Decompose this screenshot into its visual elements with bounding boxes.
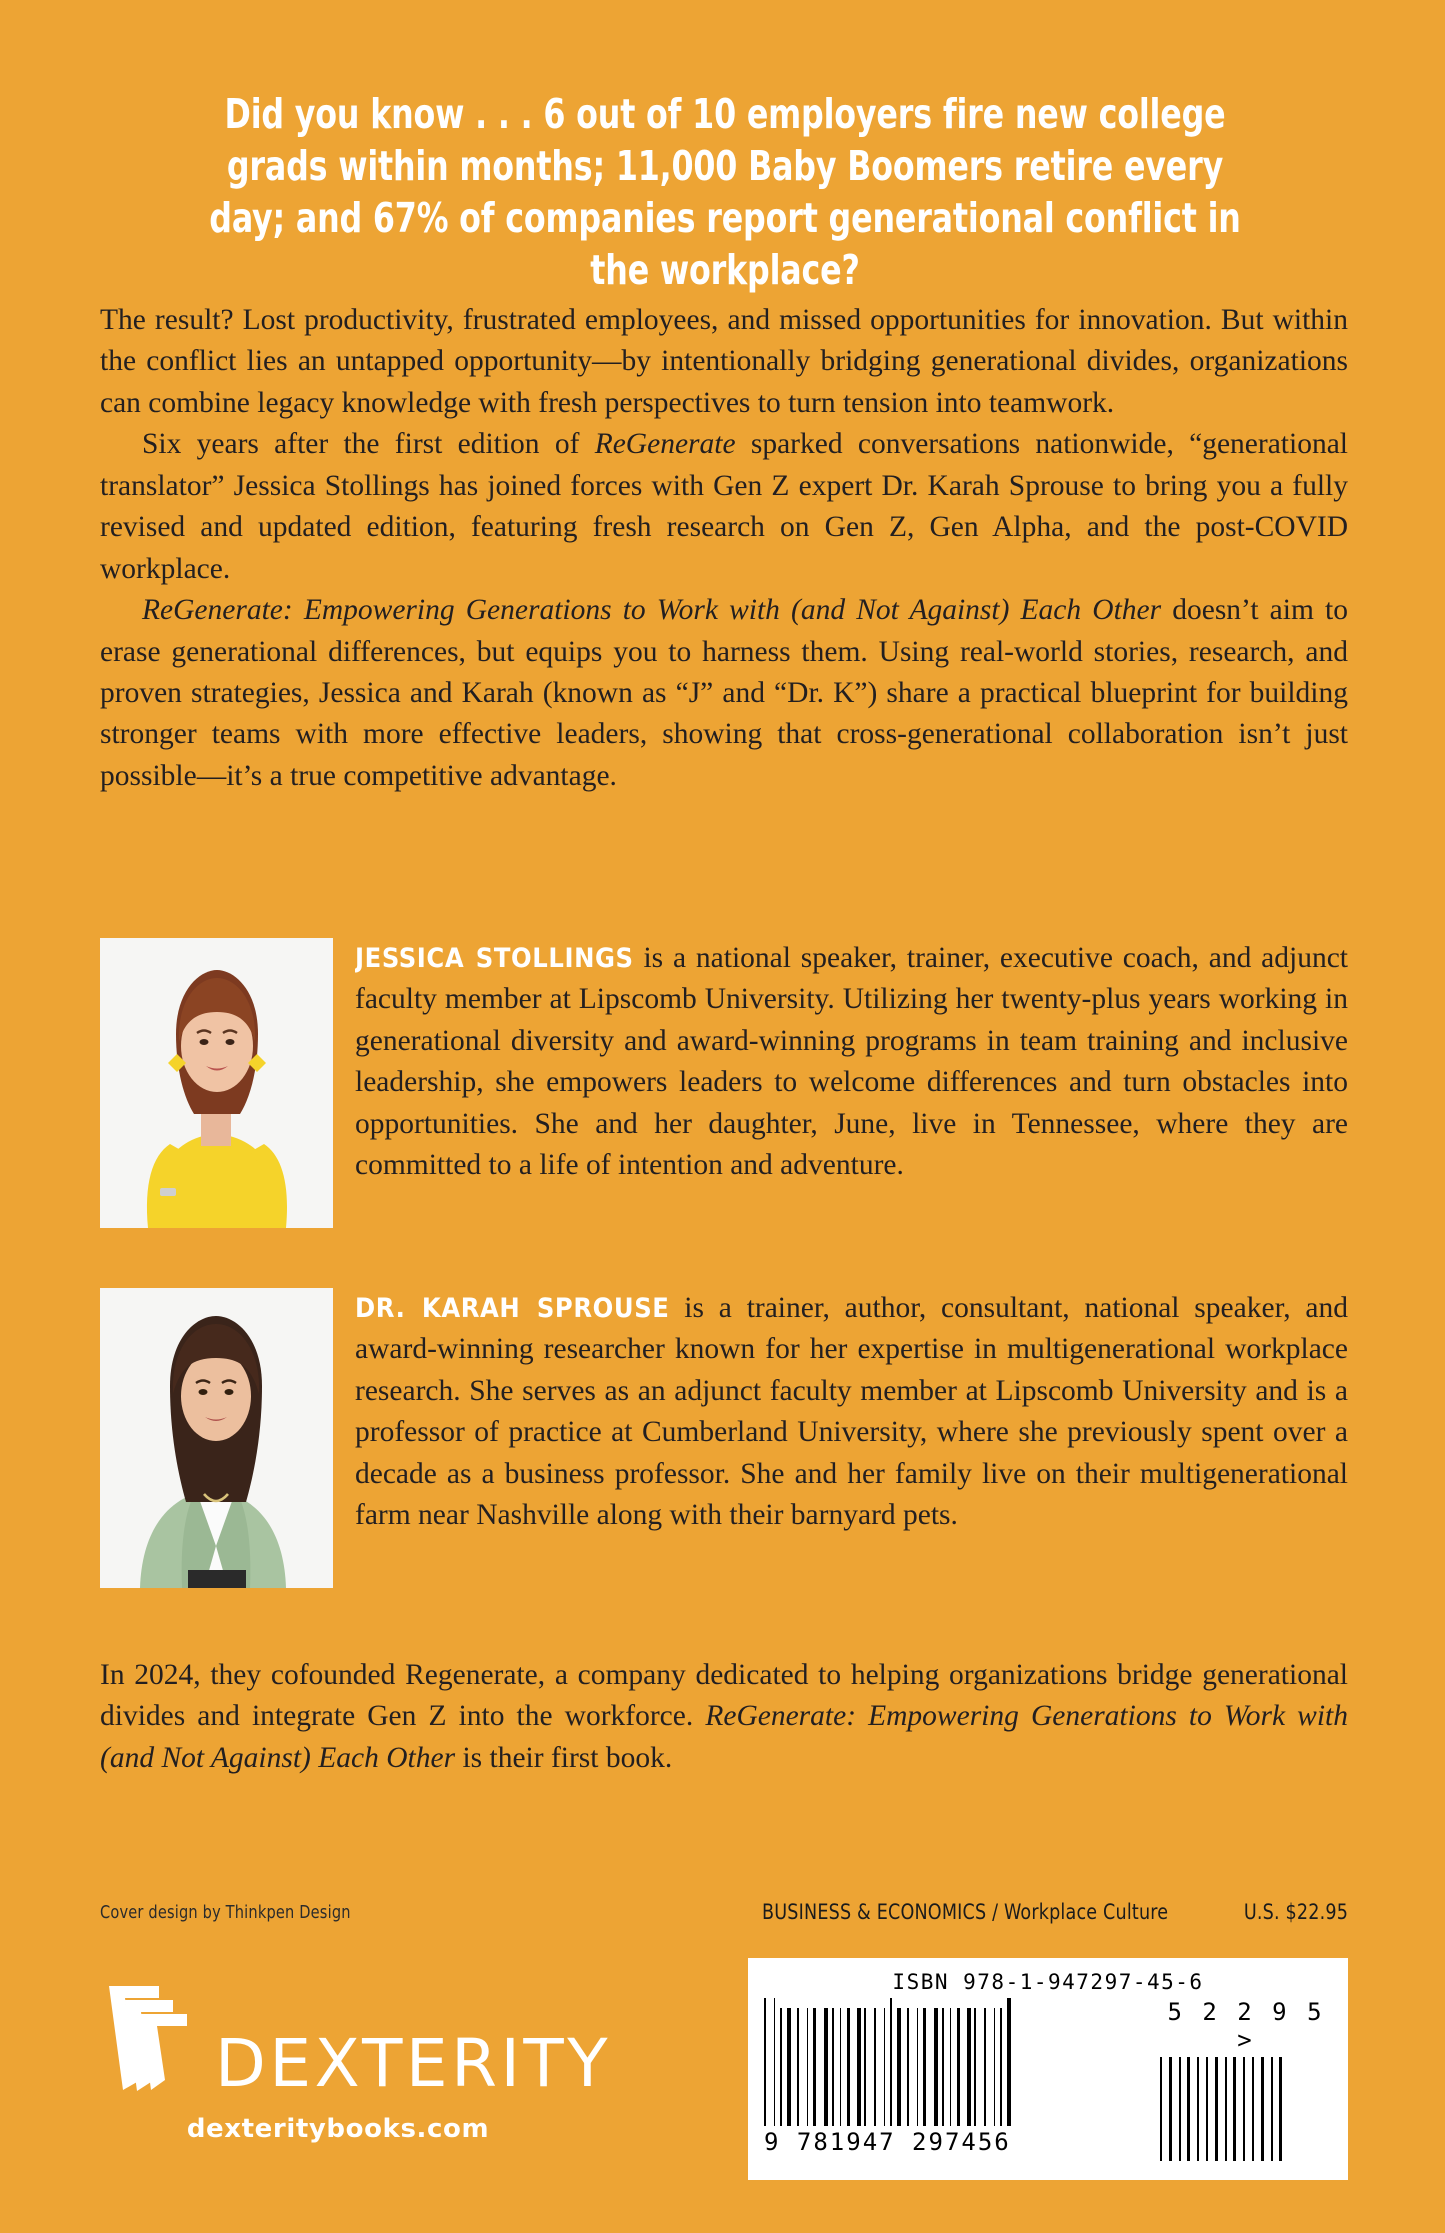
ean13-bars (764, 1998, 1124, 2126)
portrait-illustration-jessica (100, 938, 333, 1228)
portrait-illustration-karah (100, 1288, 333, 1588)
body-paragraph-2 (100, 424, 1348, 590)
publisher-lockup (103, 1978, 612, 2103)
isbn-barcode-panel (748, 1958, 1348, 2180)
ean5-digits: 5 2 2 9 5 > (1167, 1998, 1325, 2054)
author-bio-karah-sprouse (100, 1288, 1348, 1588)
body-paragraph-3 (100, 590, 1348, 797)
karah-sprouse-bio-body: is a trainer, author, consultant, national speaker, and award-winning researcher known for her expertise in multigenerational workplace research. She serves as an adjunct faculty member at Lipscomb University and is a professor of practice at Cumberland University, where she previously spent over a decade as a business professor. She and her family live on their multigenerational farm near Nashville along with their barnyard pets. (355, 1292, 1348, 1532)
closing-rest: is their first book. (455, 1741, 673, 1774)
jessica-stollings-photo (100, 938, 333, 1228)
closing-book-title: ReGenerate: Empowering Generations to Work with (and Not Against) Each Other (100, 1700, 1348, 1774)
closing-paragraph (100, 1655, 1348, 1779)
ean13-barcode (764, 1998, 1124, 2156)
karah-sprouse-name: DR. KARAH SPROUSE (355, 1293, 670, 1324)
ean13-digits: 9 781947 297456 (764, 2128, 1011, 2156)
publisher-name: DEXTERITY (215, 2025, 612, 2103)
publisher-logo-block (103, 1978, 612, 2144)
jessica-stollings-bio-text (355, 938, 1348, 1187)
paragraph-2-rest: sparked conversations nationwide, “generational translator” Jessica Stollings has joined forces with Gen Z expert Dr. Karah Sprouse to bring you a fully revised and updated edition, featuring fresh research on Gen Z, Gen Alpha, and the post-COVID workplace. (100, 428, 1348, 585)
bisac-row (762, 1900, 1348, 1924)
publisher-website: dexteritybooks.com (186, 2114, 490, 2144)
bisac-category: BUSINESS & ECONOMICS / Workplace Culture (762, 1900, 1169, 1924)
paragraph-3-rest: doesn’t aim to erase generational differences, but equips you to harness them. Using real-world stories, research, and proven strategies, Jessica and Karah (known as “J” and “Dr. K”) share a practical blueprint for building stronger teams with more effective leaders, showing that cross-generational collaboration isn’t just possible—it’s a true competitive advantage. (100, 594, 1348, 792)
karah-sprouse-bio-text (355, 1288, 1348, 1537)
barcode-row (764, 1998, 1332, 2161)
isbn-text: ISBN 978-1-947297-45-6 (892, 1970, 1204, 1994)
retail-price: U.S. $22.95 (1243, 1900, 1348, 1924)
paragraph-2-lead: Six years after the first edition of (142, 428, 595, 461)
closing-lead: In 2024, they cofounded Regenerate, a company dedicated to helping organizations bridge generational divides and integrate Gen Z into the workforce. (100, 1659, 1348, 1733)
ean5-addon-barcode (1160, 1998, 1332, 2161)
body-paragraph-1: The result? Lost productivity, frustrated employees, and missed opportunities for innovation. But within the conflict lies an untapped opportunity—by intentionally bridging generational divides, organizations can combine legacy knowledge with fresh perspectives to turn tension into teamwork. (100, 304, 1348, 419)
book-title-inline: ReGenerate (594, 428, 736, 461)
book-full-title-inline: ReGenerate: Empowering Generations to Work with (and Not Against) Each Other (142, 594, 1162, 627)
body-copy (100, 300, 1348, 797)
author-bio-jessica-stollings (100, 938, 1348, 1228)
cover-design-credit: Cover design by Thinkpen Design (100, 1902, 351, 1923)
closing-text (100, 1655, 1348, 1779)
dexterity-pages-icon (103, 1978, 207, 2102)
ean5-bars (1160, 2057, 1332, 2161)
jessica-stollings-bio-body: is a national speaker, trainer, executive coach, and adjunct faculty member at Lipscomb University. Utilizing her twenty-plus years working in generational diversity and award-winning programs in team training and inclusive leadership, she empowers leaders to welcome differences and turn obstacles into opportunities. She and her daughter, June, live in Tennessee, where they are committed to a life of intention and adventure. (355, 942, 1348, 1182)
jessica-stollings-name: JESSICA STOLLINGS (355, 943, 634, 974)
karah-sprouse-photo (100, 1288, 333, 1588)
headline: Did you know . . . 6 out of 10 employers fire new college grads within months; 11,000 Baby Boomers retire every day; and 67% of companies report generational conflict in the workplace? (209, 90, 1241, 295)
